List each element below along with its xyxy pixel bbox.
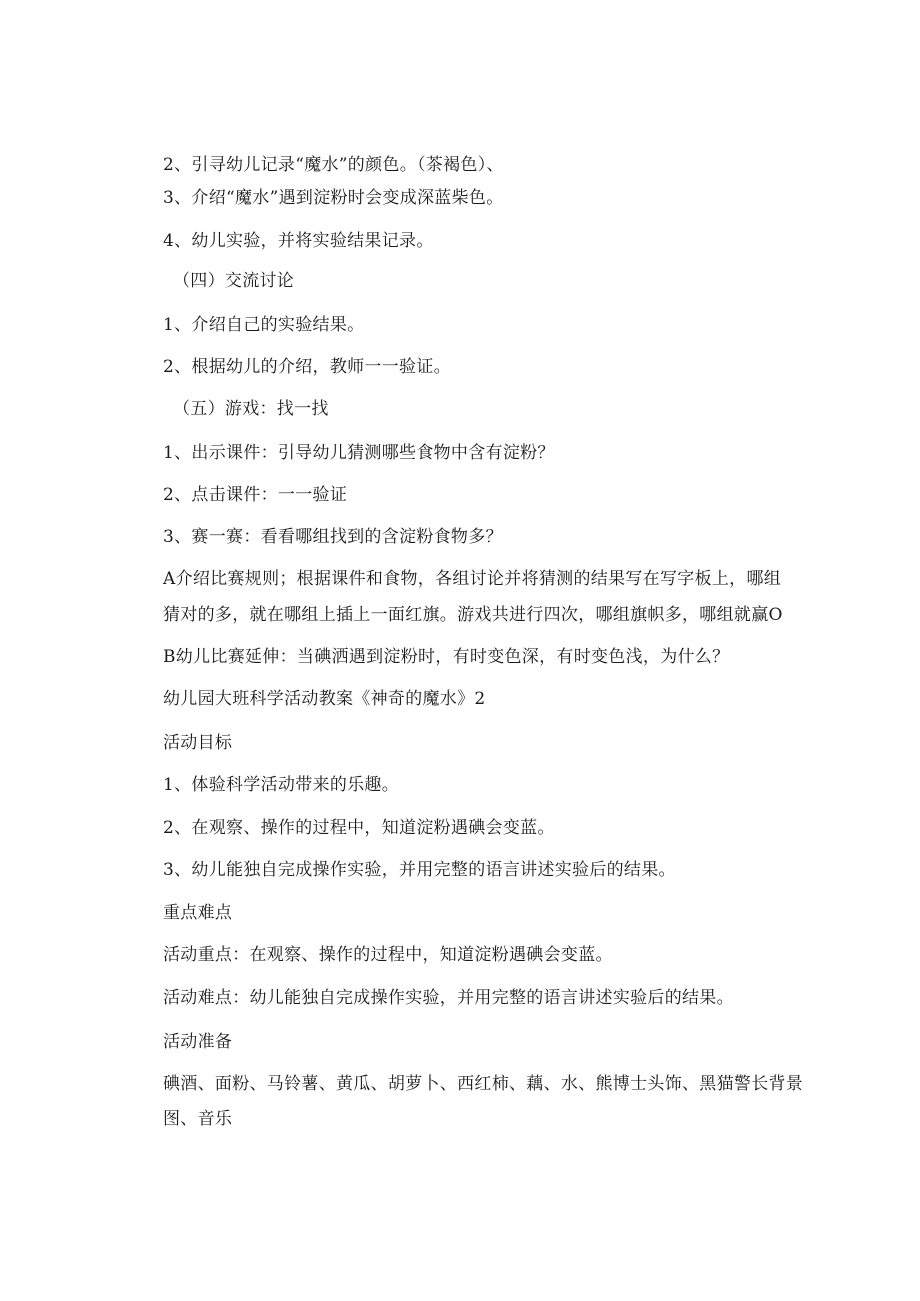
game-item-1: 1、出示课件：引导幼儿猜测哪些食物中含有淀粉？ — [163, 443, 555, 463]
key-difficult-points-heading: 重点难点 — [163, 903, 233, 923]
goal-item-2: 2、在观察、操作的过程中，知道淀粉遇碘会变蓝。 — [163, 818, 555, 838]
step-3-introduce-magic-water: 3、介绍“魔水”遇到淀粉时会变成深蓝柴色。 — [163, 188, 504, 208]
goal-item-3: 3、幼儿能独自完成操作实验，并用完整的语言讲述实验后的结果。 — [163, 860, 676, 880]
lesson-2-title: 幼儿园大班科学活动教案《神奇的魔水》2 — [163, 689, 486, 709]
section-4-heading: （四）交流讨论 — [173, 271, 295, 291]
materials-line-1: 碘酒、面粉、马铃薯、黄瓜、胡萝卜、西红柿、藕、水、熊博士头饰、黑猫警长背景 — [163, 1074, 804, 1094]
materials-line-2: 图、音乐 — [163, 1109, 233, 1129]
discussion-item-1: 1、介绍自己的实验结果。 — [163, 315, 365, 335]
difficult-point: 活动难点：幼儿能独自完成操作实验，并用完整的语言讲述实验后的结果。 — [163, 988, 734, 1008]
step-4-children-experiment: 4、幼儿实验，并将实验结果记录。 — [163, 231, 434, 251]
key-point: 活动重点：在观察、操作的过程中，知道淀粉遇碘会变蓝。 — [163, 945, 613, 965]
rule-a-line-1: A介绍比赛规则；根据课件和食物，各组讨论并将猜测的结果写在写字板上，哪组 — [163, 569, 782, 589]
activity-preparation-heading: 活动准备 — [163, 1032, 233, 1052]
game-item-2: 2、点击课件：一一验证 — [163, 485, 348, 505]
rule-a-line-2: 猜对的多，就在哪组上插上一面红旗。游戏共进行四次，哪组旗帜多，哪组就赢O — [163, 605, 783, 625]
goal-item-1: 1、体验科学活动带来的乐趣。 — [163, 775, 400, 795]
discussion-item-2: 2、根据幼儿的介绍，教师一一验证。 — [163, 357, 451, 377]
section-5-heading: （五）游戏：找一找 — [173, 399, 329, 419]
game-item-3: 3、赛一赛：看看哪组找到的含淀粉食物多？ — [163, 527, 503, 547]
step-2-record-color: 2、引寻幼儿记录“魔水”的颜色。（茶褐色）、 — [163, 155, 504, 175]
rule-b-extension: B幼儿比赛延伸：当碘洒遇到淀粉时，有时变色深，有时变色浅，为什么？ — [163, 647, 730, 667]
activity-goals-heading: 活动目标 — [163, 733, 233, 753]
